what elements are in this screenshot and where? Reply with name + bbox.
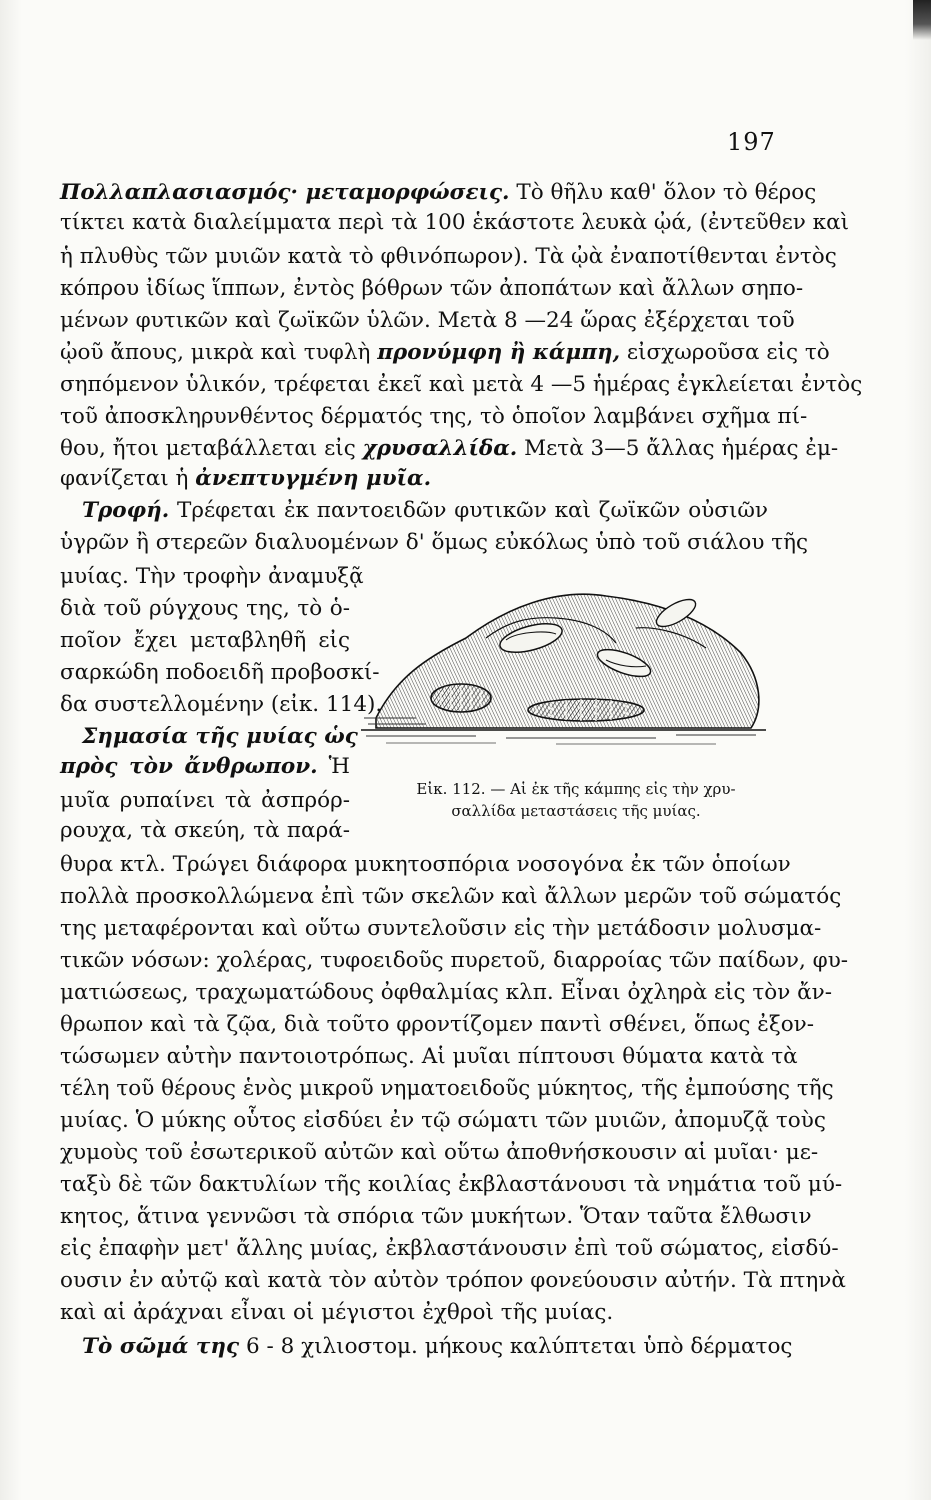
paragraph-line: τώσωμεν αὐτὴν παντοιοτρόπως. Αἱ μυῖαι πίπτουσι θύματα κατὰ τὰ [60, 1044, 798, 1069]
paragraph-line: δα συστελλομένην (εἰκ. 114). [60, 692, 383, 717]
paragraph-line: Τροφή. Τρέφεται ἐκ παντοειδῶν φυτικῶν καὶ ζωϊκῶν οὐσιῶν [82, 498, 768, 523]
paragraph-line: ἡ πλυθὺς τῶν μυιῶν κατὰ τὸ φθινόπωρον). Τὰ ᾠὰ ἐναποτίθενται ἐντὸς [60, 244, 837, 269]
paragraph-line: ὑγρῶν ἢ στερεῶν διαλυομένων δ' ὅμως εὐκόλως ὑπὸ τοῦ σιάλου τῆς [60, 530, 809, 555]
paragraph-line: θρωπον καὶ τὰ ζῷα, διὰ τοῦτο φροντίζομεν παντὶ σθένει, ὅπως ἐξον- [60, 1012, 814, 1037]
fly-metamorphosis-illustration [356, 568, 770, 768]
paragraph-line: εἰς ἐπαφὴν μετ' ἄλλης μυίας, ἐκβλαστάνουσιν ἐπὶ τοῦ σώματος, εἰσδύ- [60, 1236, 839, 1261]
term-adult-fly: ἀνεπτυγμένη μυῖα. [195, 466, 432, 491]
scan-edge-mark [913, 0, 931, 40]
section-heading-body: Τὸ σῶμά της [82, 1334, 240, 1359]
term-larva: προνύμφη ἢ κάμπη, [377, 340, 621, 365]
figure-caption [380, 778, 772, 822]
paragraph-line: πολλὰ προσκολλώμενα ἐπὶ τῶν σκελῶν καὶ ἄλλων μερῶν τοῦ σώματός [60, 884, 842, 909]
paragraph-line: ταξὺ δὲ τῶν δακτυλίων τῆς κοιλίας ἐκβλαστάνουσι τὰ νημάτια τοῦ μύ- [60, 1172, 843, 1197]
paragraph-line: σαρκώδη ποδοειδῆ προβοσκί- [60, 660, 380, 685]
paragraph-line: καὶ αἱ ἀράχναι εἶναι οἱ μέγιστοι ἐχθροὶ τῆς μυίας. [60, 1300, 614, 1325]
paragraph-line: ποῖον ἔχει μεταβληθῆ εἰς [60, 628, 350, 653]
paragraph-line: κητος, ἅτινα γεννῶσι τὰ σπόρια τῶν μυκήτων. Ὅταν ταῦτα ἔλθωσιν [60, 1204, 812, 1229]
paragraph-line: μυίας. Ὁ μύκης οὗτος εἰσδύει ἐν τῷ σώματι τῶν μυιῶν, ἀπομυζᾷ τοὺς [60, 1108, 826, 1133]
paragraph-line: θυρα κτλ. Τρώγει διάφορα μυκητοσπόρια νοσογόνα ἐκ τῶν ὁποίων [60, 852, 791, 877]
paragraph-line: τέλη τοῦ θέρους ἑνὸς μικροῦ νηματοειδοῦς μύκητος, τῆς ἐμπούσης τῆς [60, 1076, 834, 1101]
paragraph-line: ᾠοῦ ἄπους, μικρὰ καὶ τυφλὴ προνύμφη ἢ κάμπη, εἰσχωροῦσα εἰς τὸ [60, 340, 830, 365]
paragraph-line [60, 722, 358, 752]
paragraph-line: τοῦ ἀποσκληρυνθέντος δέρματός της, τὸ ὁποῖον λαμβάνει σχῆμα πί- [60, 404, 808, 429]
figure-caption-line: Εἰκ. 112. — Αἱ ἐκ τῆς κάμπης εἰς τὴν χρυ- [416, 780, 736, 798]
paragraph-line: μένων φυτικῶν καὶ ζωϊκῶν ὑλῶν. Μετὰ 8 —24 ὥρας ἐξέρχεται τοῦ [60, 308, 795, 333]
section-heading-importance: Σημασία τῆς μυίας ὡς [82, 724, 358, 749]
section-heading-food: Τροφή. [82, 498, 170, 523]
figure-caption-line: σαλλίδα μεταστάσεις τῆς μυίας. [451, 802, 701, 820]
page-number: 197 [727, 128, 776, 156]
paragraph-line: πρὸς τὸν ἄνθρωπον. Ἡ [60, 754, 350, 779]
paragraph-line: φανίζεται ἡ ἀνεπτυγμένη μυῖα. [60, 466, 432, 491]
paragraph-line: ρουχα, τὰ σκεύη, τὰ παρά- [60, 818, 350, 843]
paragraph-line: θου, ἤτοι μεταβάλλεται εἰς χρυσαλλίδα. Μετὰ 3—5 ἄλλας ἡμέρας ἐμ- [60, 436, 839, 461]
paragraph-line: μυῖα ρυπαίνει τὰ ἀσπρόρ- [60, 788, 350, 813]
paragraph-line: κόπρου ἰδίως ἵππων, ἐντὸς βόθρων τῶν ἀποπάτων καὶ ἄλλων σηπο- [60, 276, 804, 301]
term-chrysalis: χρυσαλλίδα. [362, 436, 518, 461]
paragraph-line: τίκτει κατὰ διαλείμματα περὶ τὰ 100 ἑκάστοτε λευκὰ ᾠά, (ἐντεῦθεν καὶ [60, 210, 850, 235]
paragraph-line: Τὸ σῶμά της 6 - 8 χιλιοστομ. μήκους καλύπτεται ὑπὸ δέρματος [82, 1334, 793, 1359]
paragraph-line: της μεταφέρονται καὶ οὕτω συντελοῦσιν εἰς τὴν μετάδοσιν μολυσμα- [60, 916, 822, 941]
paragraph-line: τικῶν νόσων: χολέρας, τυφοειδοῦς πυρετοῦ, διαρροίας τῶν παίδων, φυ- [60, 948, 849, 973]
paragraph-line: ματιώσεως, τραχωματώδους ὀφθαλμίας κλπ. Εἶναι ὀχληρὰ εἰς τὸν ἄν- [60, 980, 833, 1005]
paragraph-line: διὰ τοῦ ρύγχους της, τὸ ὁ- [60, 596, 350, 621]
paragraph-line: ουσιν ἐν αὐτῷ καὶ κατὰ τὸν αὐτὸν τρόπον φονεύουσιν αὐτήν. Τὰ πτηνὰ [60, 1268, 846, 1293]
paragraph-line: Πολλαπλασιασμός· μεταμορφώσεις. Τὸ θῆλυ καθ' ὅλον τὸ θέρος [60, 180, 817, 205]
paragraph-line: σηπόμενον ὑλικόν, τρέφεται ἐκεῖ καὶ μετὰ 4 —5 ἡμέρας ἐγκλείεται ἐντὸς [60, 372, 863, 397]
section-heading-reproduction: Πολλαπλασιασμός· μεταμορφώσεις. [60, 180, 510, 205]
paragraph-line: χυμοὺς τοῦ ἐσωτερικοῦ αὐτῶν καὶ οὕτω ἀποθνήσκουσιν αἱ μυῖαι· με- [60, 1140, 819, 1165]
paragraph-line: μυίας. Τὴν τροφὴν ἀναμυξᾷ [60, 564, 364, 589]
